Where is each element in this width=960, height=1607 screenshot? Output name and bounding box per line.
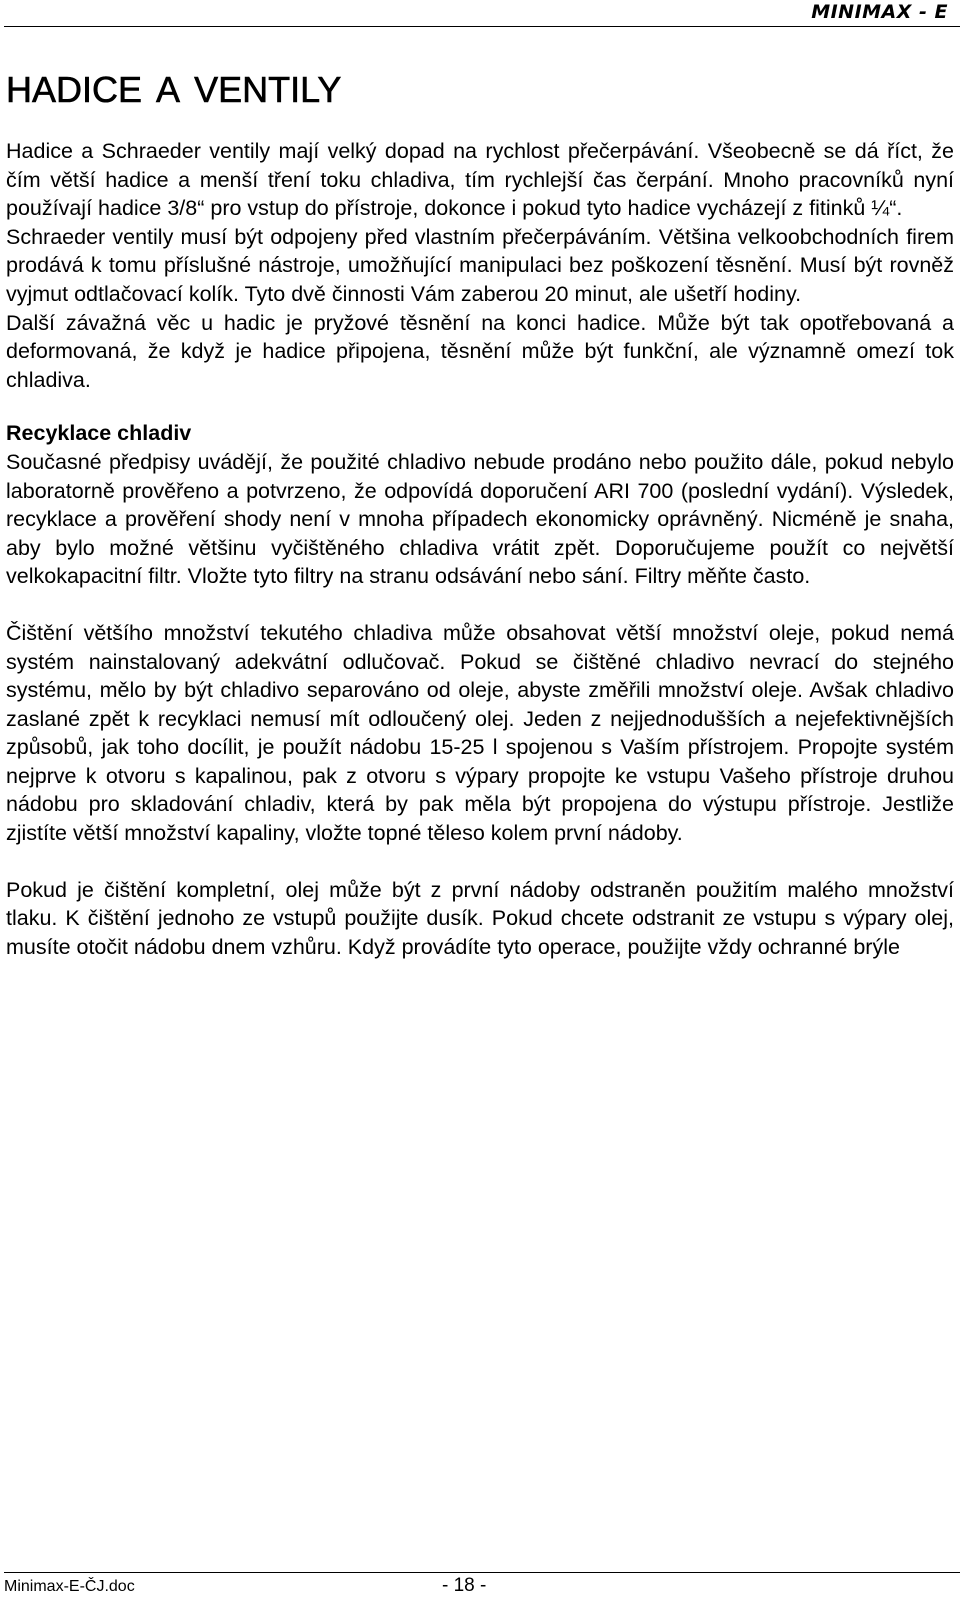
document-body: [6, 68, 954, 961]
paragraph-regulations: Současné předpisy uvádějí, že použité chladivo nebude prodáno nebo použito dále, pokud nebylo laboratorně prověřeno a potvrzeno, že odpovídá doporučení ARI 700 (poslední vydání). Výsledek, recyklace a prověření shody není v mnoha případech ekonomicky oprávněný. Nicméně je snaha, aby bylo možné většinu vyčištěného chladiva vrátit zpět. Doporučujeme použít co největší velkokapacitní filtr. Vložte tyto filtry na stranu odsávání nebo sání. Filtry měňte často.: [6, 449, 954, 589]
section-heading-recycling: Recyklace chladiv: [6, 421, 192, 446]
footer-page-number: - 18 -: [442, 1575, 487, 1596]
paragraph-schraeder-valves: Schraeder ventily musí být odpojeny před vlastním přečerpáváním. Většina velkoobchodních firem prodává k tomu příslušné nástroje, umožňující manipulaci bez poškození těsnění. Musí být rovněž vyjmut odtlačovací kolík. Tyto dvě činnosti Vám zaberou 20 minut, ale ušetří hodiny.: [6, 224, 954, 306]
paragraph-oil-cleaning: Čištění většího množství tekutého chladiva může obsahovat větší množství oleje, pokud nemá systém nainstalovaný adekvátní odlučovač. Pokud se čištěné chladivo nevrací do stejného systému, mělo by být chladivo separováno od oleje, abyste změřili množství oleje. Avšak chladivo zaslané zpět k recyklaci nemusí mít odloučený olej. Jeden z nejjednodušších a nejefektivnějších způsobů, jak toho docílit, je použít nádobu 15-25 l spojenou s Vaším přístrojem. Propojte systém nejprve k otvoru s kapalinou, pak z otvoru s výpary propojte ke vstupu Vašeho přístroje druhou nádobu pro skladování chladiv, která by pak měla být propojena do výstupu přístroje. Jestliže zjistíte větší množství kapaliny, vložte topné těleso kolem první nádoby.: [6, 620, 954, 846]
paragraph-hoses-intro: Hadice a Schraeder ventily mají velký dopad na rychlost přečerpávání. Všeobecně se dá říct, že čím větší hadice a menší tření toku chladiva, tím rychlejší čas čerpání. Mnoho pracovníků nyní používají hadice 3/8“ pro vstup do přístroje, dokonce i pokud tyto hadice vycházejí z fitinků ¼“.: [6, 139, 954, 221]
page-heading: HADICE A VENTILY: [6, 69, 342, 110]
header-divider: [4, 26, 960, 27]
paragraph-oil-removal: Pokud je čištění kompletní, olej může být z první nádoby odstraněn použitím malého množství tlaku. K čištění jednoho ze vstupů použijte dusík. Pokud chcete odstranit ze vstupu s výpary olej, musíte otočit nádobu dnem vzhůru. Když provádíte tyto operace, použijte vždy ochranné brýle: [6, 877, 954, 959]
footer-filename: Minimax-E-ČJ.doc: [4, 1578, 135, 1595]
paragraph-hose-seal: Další závažná věc u hadic je pryžové těsnění na konci hadice. Může být tak opotřebovaná a deformovaná, že když je hadice připojena, těsnění může být funkční, ale významně omezí tok chladiva.: [6, 310, 954, 392]
page-header: [0, 0, 960, 28]
footer-divider: [4, 1572, 960, 1573]
header-title: MINIMAX - E: [811, 1, 948, 23]
